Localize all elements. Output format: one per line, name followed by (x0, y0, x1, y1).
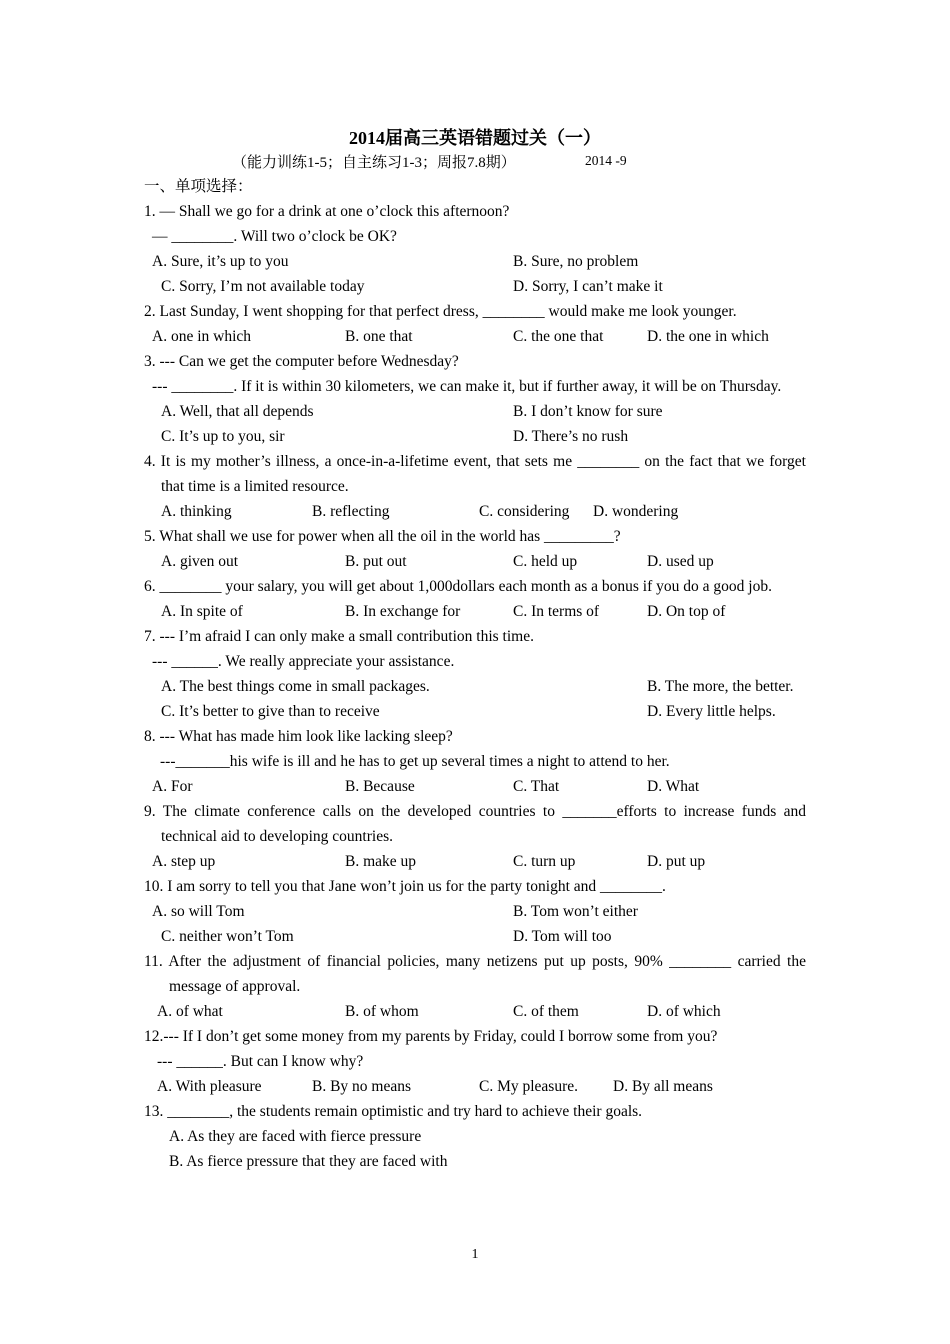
option-a: A. In spite of (161, 603, 243, 620)
option-b: B. put out (345, 553, 407, 570)
option-a: A. given out (161, 553, 239, 570)
option-a: A. The best things come in small packages. (161, 678, 430, 695)
option-c: C. It’s up to you, sir (161, 428, 285, 445)
option-b: B. By no means (312, 1078, 412, 1095)
option-c: C. Sorry, I’m not available today (161, 278, 365, 295)
options-row (144, 274, 806, 299)
options-row (144, 924, 806, 949)
option-c: C. held up (513, 553, 578, 570)
question-reply-12: --- ______. But can I know why? (157, 1053, 364, 1070)
options-row (144, 424, 806, 449)
question-stem-5: 5. What shall we use for power when all the oil in the world has _________? (144, 528, 621, 545)
option-a: A. one in which (152, 328, 252, 345)
question-reply-8: ---_______his wife is ill and he has to get up several times a night to attend to her. (160, 753, 670, 770)
option-c: C. In terms of (513, 603, 600, 620)
question-stem-2: 2. Last Sunday, I went shopping for that perfect dress, ________ would make me look younger. (144, 303, 737, 320)
option-b: B. Sure, no problem (513, 253, 639, 270)
question-stem-3: 3. --- Can we get the computer before Wednesday? (144, 353, 459, 370)
page-number: 1 (471, 1247, 479, 1262)
option-c: C. My pleasure. (479, 1078, 579, 1095)
option-a: A. Sure, it’s up to you (152, 253, 289, 270)
option-b: B. I don’t know for sure (513, 403, 663, 420)
option-d: D. of which (647, 1003, 721, 1020)
option-d: D. By all means (613, 1078, 713, 1095)
option-c: C. turn up (513, 853, 576, 870)
option-c: C. It’s better to give than to receive (161, 703, 380, 720)
option-b: B. As fierce pressure that they are faced with (169, 1153, 448, 1170)
question-stem-11: 11. After the adjustment of financial policies, many netizens put up posts, 90% ________ carried the message of approval. (144, 953, 806, 995)
date-label: 2014 -9 (585, 153, 627, 168)
option-d: D. used up (647, 553, 714, 570)
option-b: B. In exchange for (345, 603, 461, 620)
options-row (144, 1074, 806, 1099)
option-d: D. There’s no rush (513, 428, 629, 445)
option-c: C. neither won’t Tom (161, 928, 294, 945)
question-reply-7: --- ______. We really appreciate your assistance. (152, 653, 455, 670)
options-row (144, 499, 806, 524)
option-b: B. one that (345, 328, 413, 345)
options-row (144, 324, 806, 349)
options-row (144, 699, 806, 724)
section-title: 一、单项选择： (144, 178, 253, 195)
option-b: B. The more, the better. (647, 678, 794, 695)
question-stem-1: 1. — Shall we go for a drink at one o’clock this afternoon? (144, 203, 510, 220)
option-c: C. the one that (513, 328, 604, 345)
options-row (144, 899, 806, 924)
option-a: A. of what (157, 1003, 223, 1020)
option-d: D. What (647, 778, 700, 795)
option-c: C. That (513, 778, 560, 795)
question-reply-1: — ________. Will two o’clock be OK? (152, 228, 397, 245)
options-row (144, 399, 806, 424)
option-c: C. considering (479, 503, 570, 520)
options-row (144, 849, 806, 874)
option-a: A. With pleasure (157, 1078, 262, 1095)
question-stem-8: 8. --- What has made him look like lacking sleep? (144, 728, 453, 745)
options-row (144, 599, 806, 624)
subtitle: （能力训练1-5；自主练习1-3；周报7.8期） (232, 155, 516, 171)
option-a: A. step up (152, 853, 216, 870)
option-a: A. Well, that all depends (161, 403, 314, 420)
option-a: A. For (152, 778, 193, 795)
option-d: D. wondering (593, 503, 679, 520)
question-stem-9: 9. The climate conference calls on the developed countries to _______efforts to increase funds and technical aid to developing countries. (144, 803, 806, 845)
options-row (144, 549, 806, 574)
option-d: D. the one in which (647, 328, 769, 345)
option-b: B. of whom (345, 1003, 419, 1020)
option-a: A. thinking (161, 503, 232, 520)
option-c: C. of them (513, 1003, 579, 1020)
option-b: B. reflecting (312, 503, 390, 520)
option-b: B. Tom won’t either (513, 903, 638, 920)
options-row (144, 249, 806, 274)
option-a: A. so will Tom (152, 903, 245, 920)
page-title: 2014届高三英语错题过关（一） (349, 128, 601, 148)
question-stem-13: 13. ________, the students remain optimistic and try hard to achieve their goals. (144, 1103, 643, 1120)
option-b: B. Because (345, 778, 415, 795)
question-stem-7: 7. --- I’m afraid I can only make a small contribution this time. (144, 628, 534, 645)
question-reply-3: --- ________. If it is within 30 kilometers, we can make it, but if further away, it will be on Thursday. (152, 378, 782, 395)
option-b: B. make up (345, 853, 417, 870)
option-a: A. As they are faced with fierce pressure (169, 1128, 422, 1145)
question-stem-6: 6. ________ your salary, you will get about 1,000dollars each month as a bonus if you do a good job. (144, 578, 772, 595)
question-stem-10: 10. I am sorry to tell you that Jane won’t join us for the party tonight and ________. (144, 878, 666, 895)
question-stem-12: 12.--- If I don’t get some money from my parents by Friday, could I borrow some from you? (144, 1028, 718, 1045)
option-d: D. put up (647, 853, 706, 870)
question-list (144, 174, 806, 1174)
options-row (144, 774, 806, 799)
option-d: D. Sorry, I can’t make it (513, 278, 663, 295)
options-row (144, 999, 806, 1024)
option-d: D. Tom will too (513, 928, 612, 945)
option-d: D. Every little helps. (647, 703, 776, 720)
options-row (144, 674, 806, 699)
option-d: D. On top of (647, 603, 726, 620)
question-stem-4: 4. It is my mother’s illness, a once-in-a-lifetime event, that sets me ________ on the fact that we forget that time is a limited resource. (144, 453, 806, 495)
